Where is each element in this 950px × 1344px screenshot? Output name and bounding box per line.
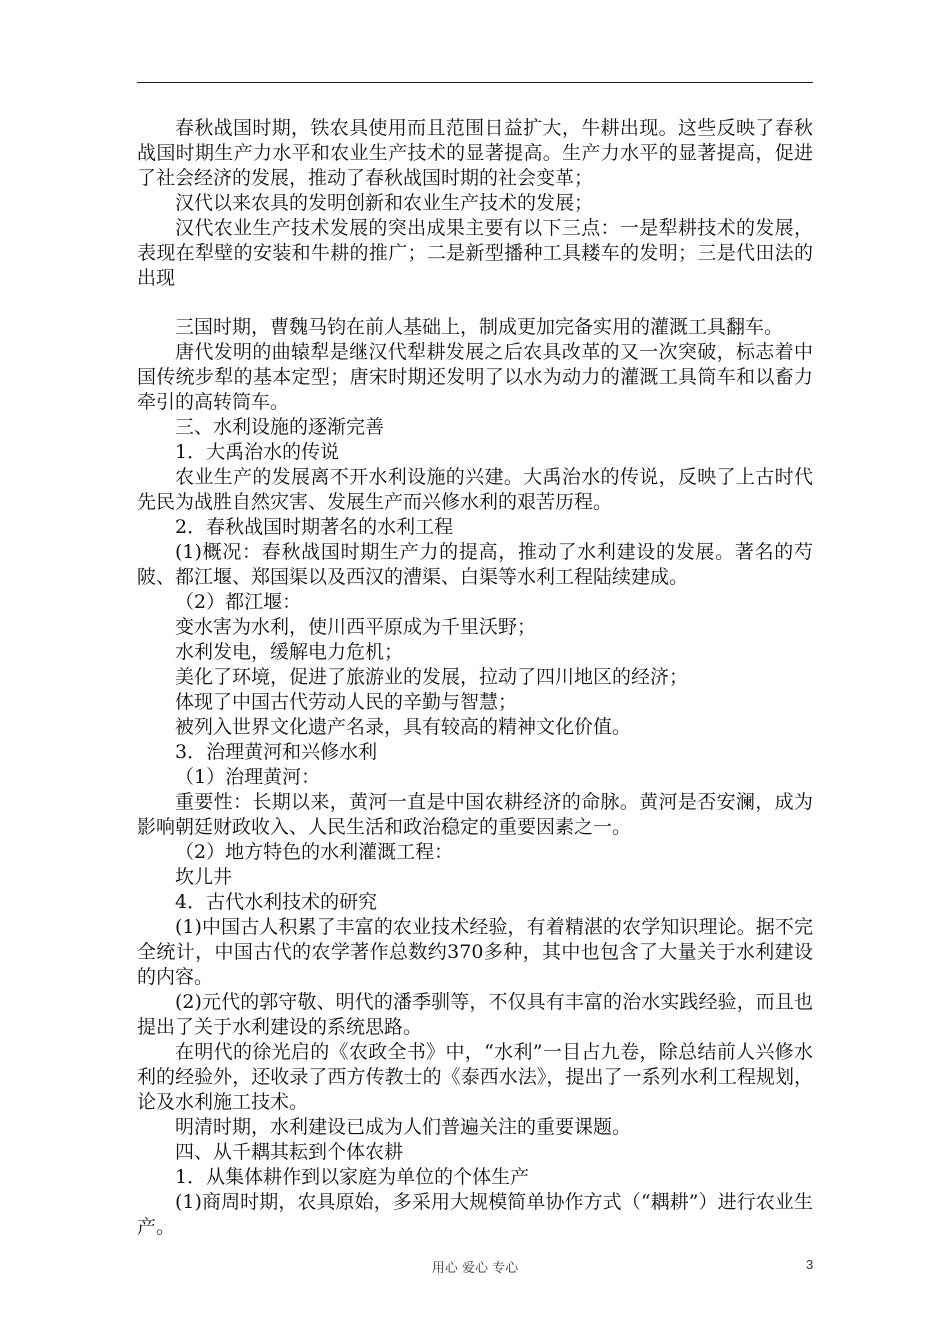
paragraph: （2）地方特色的水利灌溉工程：	[175, 841, 454, 863]
section-heading: 四、从千耦其耘到个体农耕	[175, 1141, 404, 1163]
header-rule	[137, 82, 813, 83]
subsection-heading: 3．治理黄河和兴修水利	[175, 741, 378, 763]
paragraph: （2）都江堰：	[175, 591, 302, 613]
page-number: 3	[806, 1257, 814, 1272]
paragraph: 唐代发明的曲辕犁是继汉代犁耕发展之后农具改革的又一次突破，标志着中国传统步犁的基本定型；唐宋时期还发明了以水为动力的灌溉工具筒车和以畜力牵引的高转筒车。	[137, 341, 813, 413]
list-item: 被列入世界文化遗产名录，具有较高的精神文化价值。	[175, 716, 632, 738]
paragraph: 三国时期，曹魏马钧在前人基础上，制成更加完备实用的灌溉工具翻车。	[175, 316, 784, 338]
subsection-heading: 2．春秋战国时期著名的水利工程	[175, 516, 454, 538]
document-body	[137, 116, 813, 1240]
paragraph: (1)中国古人积累了丰富的农业技术经验，有着精湛的农学知识理论。据不完全统计，中国古代的农学著作总数约370多种，其中也包含了大量关于水利建设的内容。	[137, 916, 813, 988]
list-item: 变水害为水利，使川西平原成为千里沃野；	[175, 616, 537, 638]
paragraph: 汉代以来农具的发明创新和农业生产技术的发展；	[175, 192, 594, 214]
paragraph: 汉代农业生产技术发展的突出成果主要有以下三点：一是犁耕技术的发展，表现在犁壁的安装和牛耕的推广；二是新型播种工具耧车的发明；三是代田法的出现	[137, 217, 813, 289]
subsection-heading: 1．大禹治水的传说	[175, 441, 340, 463]
section-heading: 三、水利设施的逐渐完善	[175, 416, 385, 438]
footer-motto: 用心 爱心 专心	[431, 1261, 519, 1276]
paragraph: 重要性：长期以来，黄河一直是中国农耕经济的命脉。黄河是否安澜，成为影响朝廷财政收入、人民生活和政治稳定的重要因素之一。	[137, 791, 813, 838]
paragraph: 在明代的徐光启的《农政全书》中，“水利”一目占九卷，除总结前人兴修水利的经验外，还收录了西方传教士的《泰西水法》，提出了一系列水利工程规划，论及水利施工技术。	[137, 1041, 813, 1113]
subsection-heading: 1．从集体耕作到以家庭为单位的个体生产	[175, 1166, 530, 1188]
paragraph: 农业生产的发展离不开水利设施的兴建。大禹治水的传说，反映了上古时代先民为战胜自然灾害、发展生产而兴修水利的艰苦历程。	[137, 466, 813, 513]
subsection-heading: 4．古代水利技术的研究	[175, 891, 378, 913]
paragraph: 明清时期，水利建设已成为人们普遍关注的重要课题。	[175, 1116, 632, 1138]
paragraph: 春秋战国时期，铁农具使用而且范围日益扩大，牛耕出现。这些反映了春秋战国时期生产力水平和农业生产技术的显著提高。生产力水平的显著提高，促进了社会经济的发展，推动了春秋战国时期的社会变革；	[137, 117, 813, 189]
paragraph: (1)商周时期，农具原始，多采用大规模简单协作方式（“耦耕”）进行农业生产。	[137, 1191, 813, 1238]
paragraph: （1）治理黄河：	[175, 766, 321, 788]
list-item: 美化了环境，促进了旅游业的发展，拉动了四川地区的经济；	[175, 666, 689, 688]
paragraph: 坎儿井	[175, 866, 233, 888]
paragraph: (1)概况：春秋战国时期生产力的提高，推动了水利建设的发展。著名的芍陂、都江堰、郑国渠以及西汉的漕渠、白渠等水利工程陆续建成。	[137, 541, 813, 588]
paragraph: (2)元代的郭守敬、明代的潘季驯等，不仅具有丰富的治水实践经验，而且也提出了关于水利建设的系统思路。	[137, 991, 813, 1038]
list-item: 水利发电，缓解电力危机；	[175, 641, 404, 663]
list-item: 体现了中国古代劳动人民的辛勤与智慧；	[175, 691, 518, 713]
